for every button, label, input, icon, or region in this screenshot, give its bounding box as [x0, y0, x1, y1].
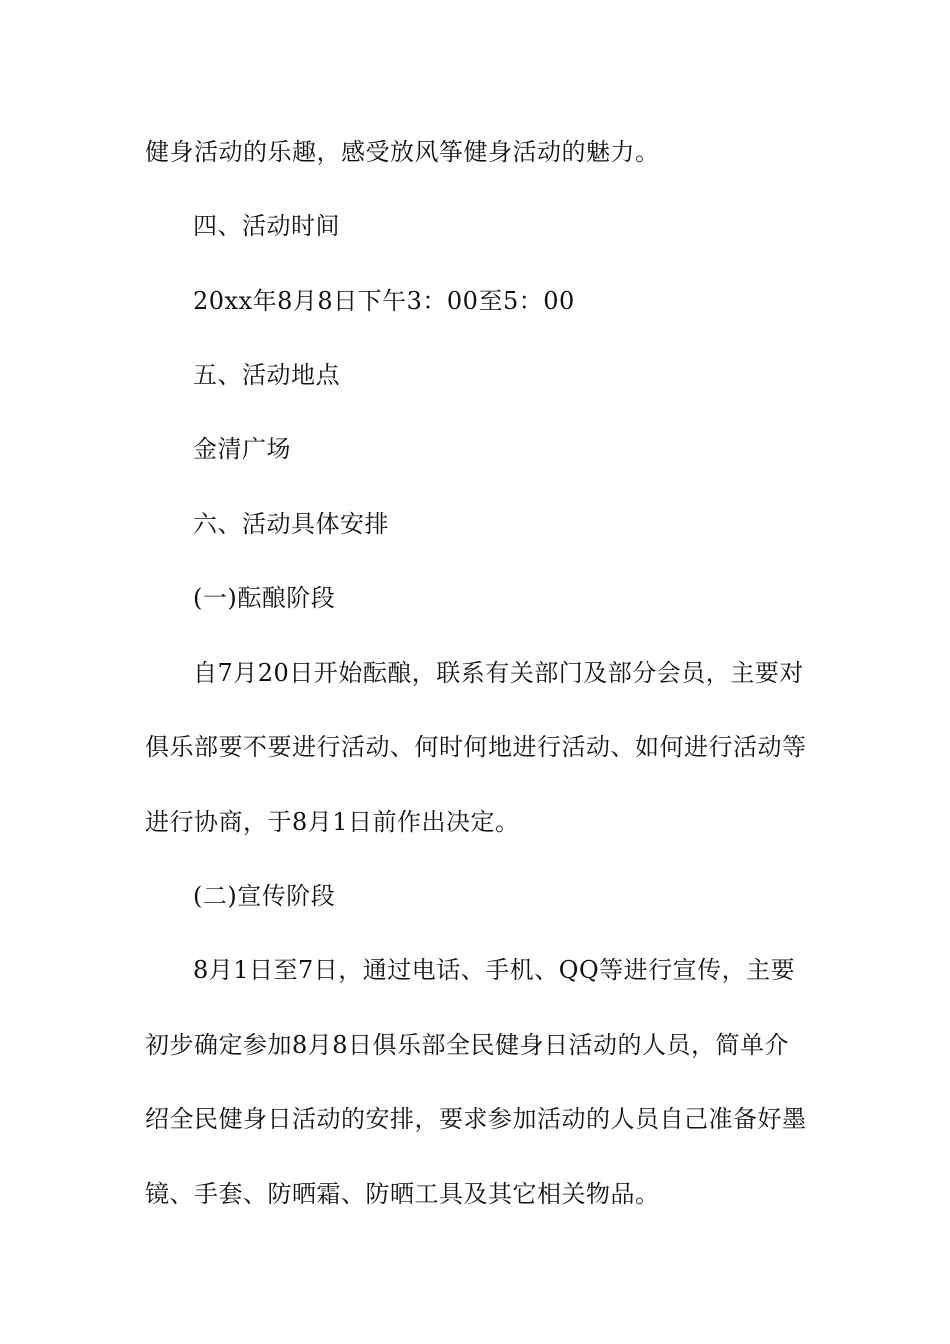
promotion-paragraph-line-2: 初步确定参加8月8日俱乐部全民健身日活动的人员，简单介 [145, 1031, 790, 1059]
subsection-heading-promotion: (二)宣传阶段 [193, 882, 336, 910]
promotion-paragraph-line-1: 8月1日至7日，通过电话、手机、QQ等进行宣传，主要 [193, 956, 796, 984]
promotion-paragraph-line-3: 绍全民健身日活动的安排，要求参加活动的人员自己准备好墨 [145, 1105, 807, 1133]
planning-paragraph-line-1: 自7月20日开始酝酿，联系有关部门及部分会员，主要对 [193, 659, 804, 687]
promotion-paragraph-line-4: 镜、手套、防晒霜、防晒工具及其它相关物品。 [145, 1180, 660, 1208]
paragraph-continuation: 健身活动的乐趣，感受放风筝健身活动的魅力。 [145, 138, 660, 166]
subsection-heading-planning: (一)酝酿阶段 [193, 584, 336, 612]
activity-time-text: 20xx年8月8日下午3：00至5：00 [193, 287, 575, 315]
section-heading-arrangement: 六、活动具体安排 [193, 510, 389, 538]
section-heading-location: 五、活动地点 [193, 361, 340, 389]
activity-location-text: 金清广场 [193, 435, 291, 463]
planning-paragraph-line-3: 进行协商，于8月1日前作出决定。 [145, 808, 520, 836]
planning-paragraph-line-2: 俱乐部要不要进行活动、何时何地进行活动、如何进行活动等 [145, 733, 807, 761]
section-heading-time: 四、活动时间 [193, 212, 340, 240]
